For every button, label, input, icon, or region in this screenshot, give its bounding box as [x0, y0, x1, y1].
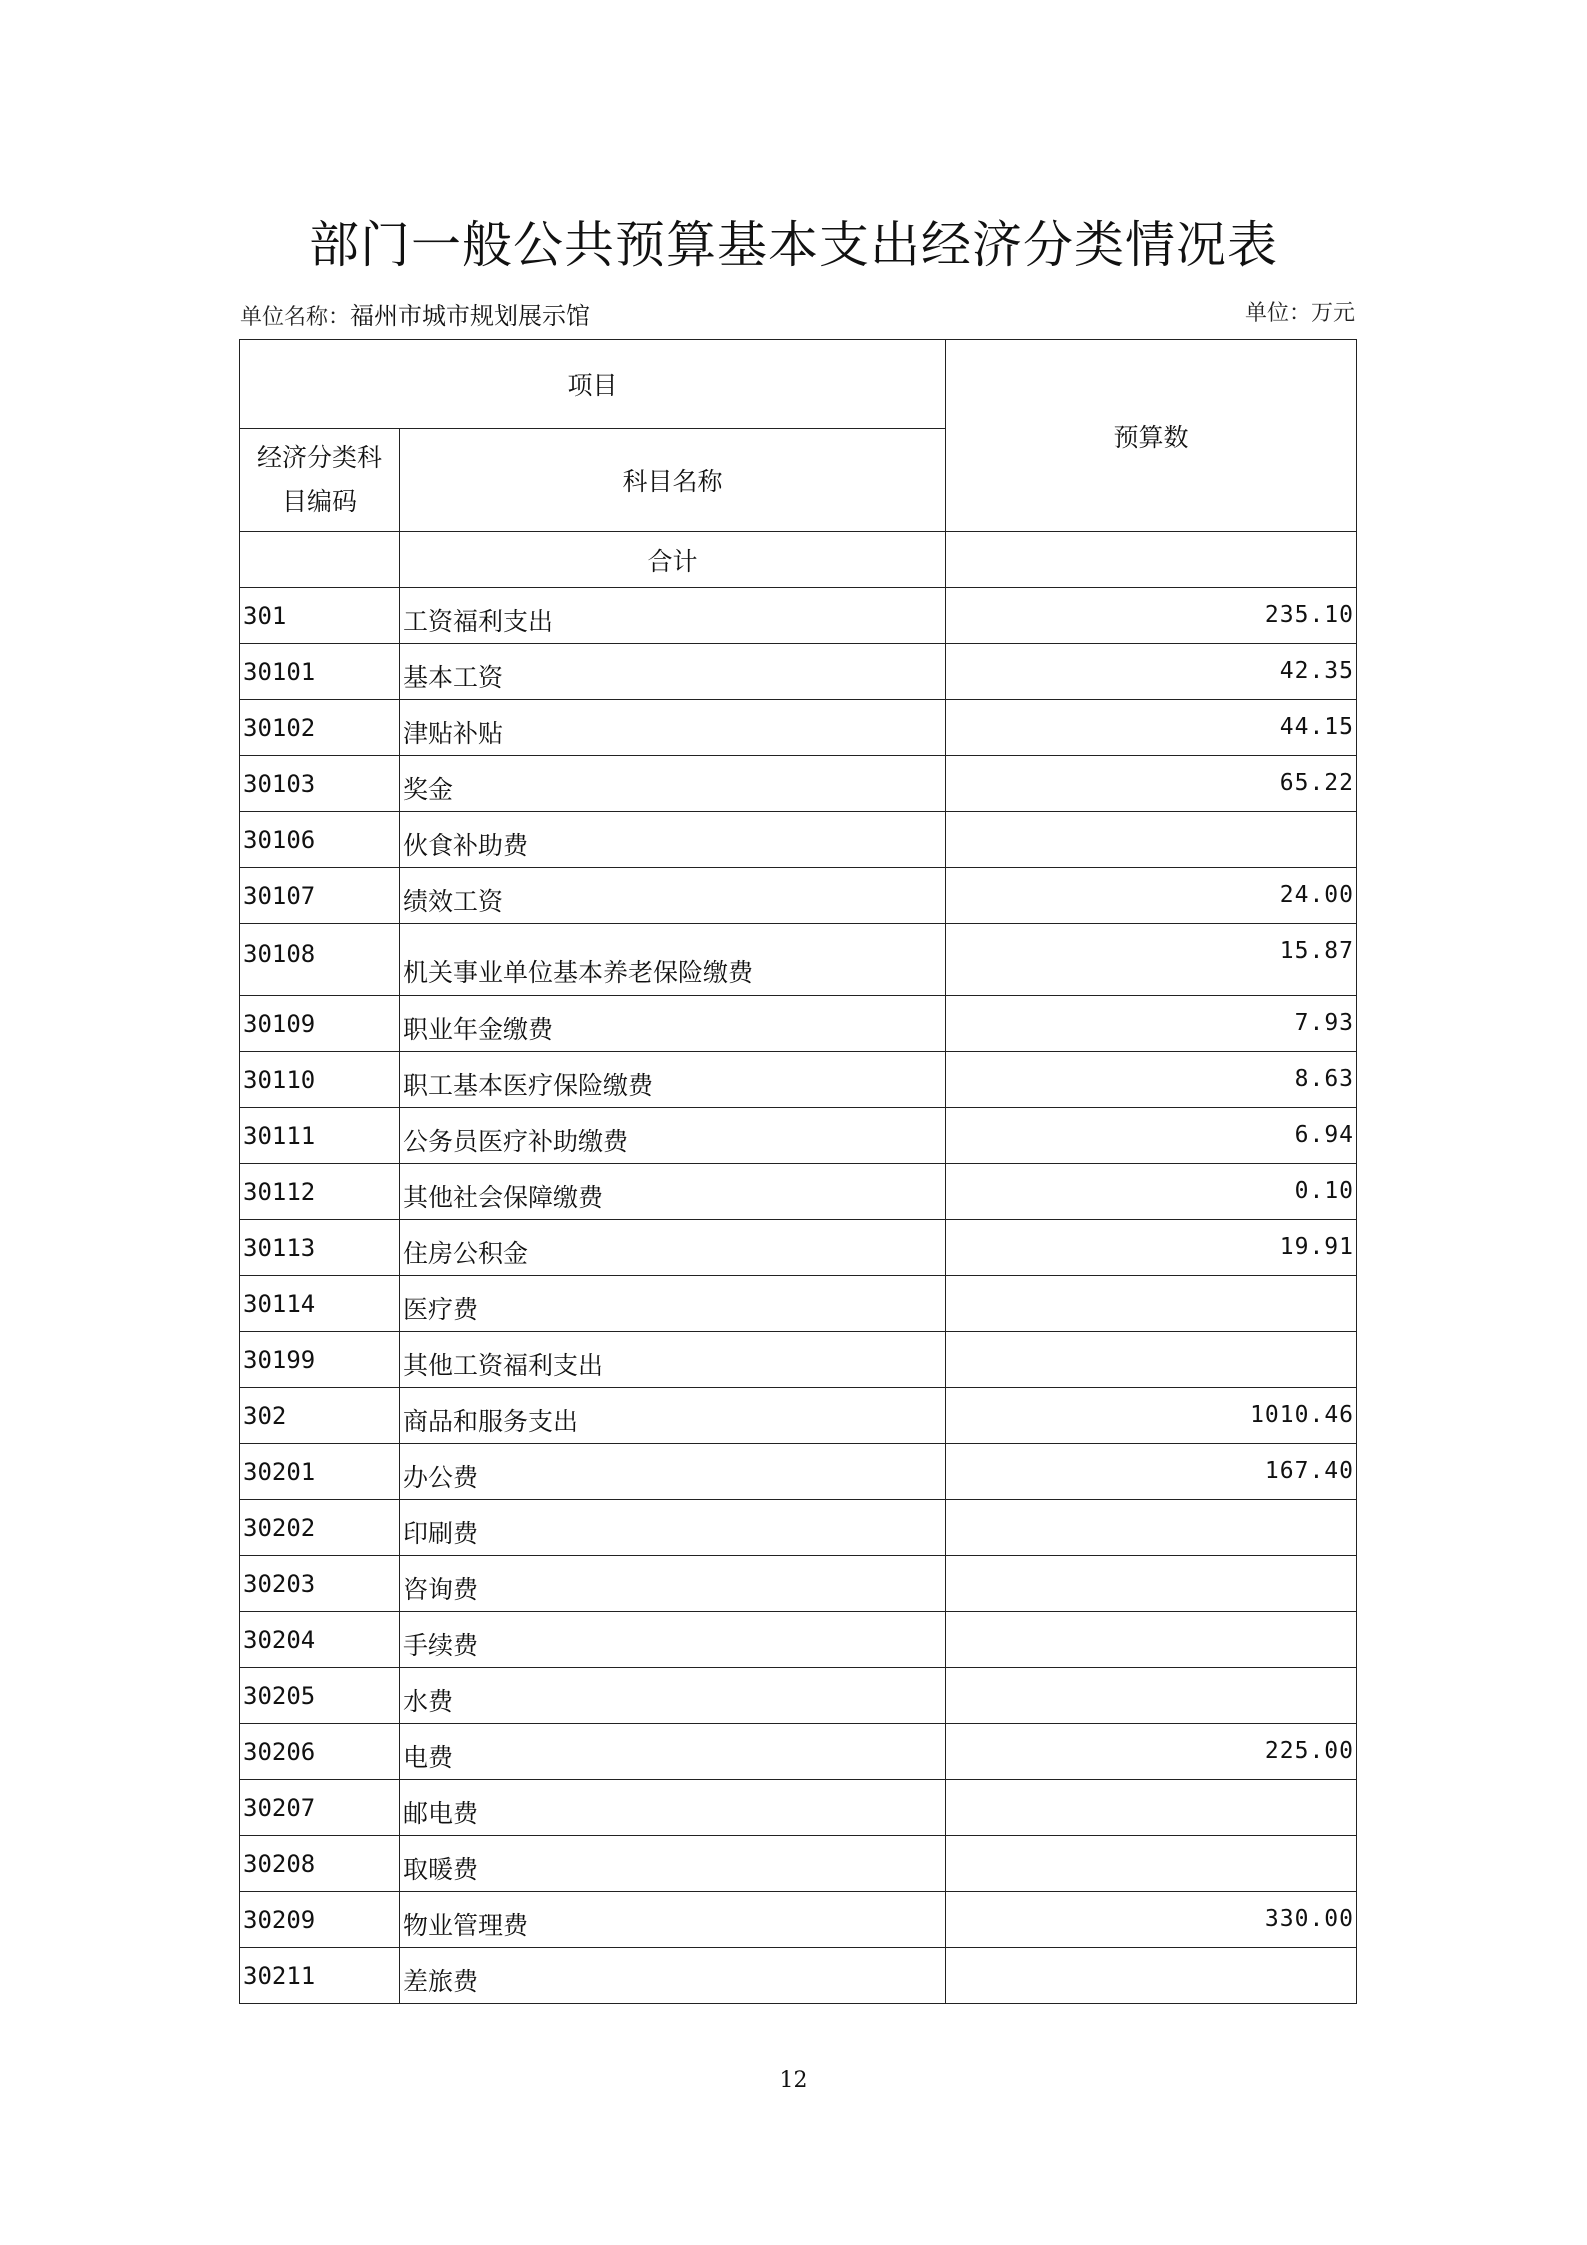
total-label: 合计 [400, 532, 946, 588]
row-code: 30205 [240, 1668, 400, 1724]
row-code: 30209 [240, 1892, 400, 1948]
table-row [240, 756, 1357, 812]
table-row [240, 1836, 1357, 1892]
table-row [240, 1052, 1357, 1108]
row-name: 物业管理费 [400, 1892, 946, 1948]
table-row [240, 812, 1357, 868]
row-name: 水费 [400, 1668, 946, 1724]
row-amount [946, 1948, 1357, 2004]
unit-name-label: 单位名称： [240, 305, 351, 330]
row-code: 30103 [240, 756, 400, 812]
row-code: 30201 [240, 1444, 400, 1500]
row-name: 电费 [400, 1724, 946, 1780]
row-name: 工资福利支出 [400, 588, 946, 644]
row-code: 30202 [240, 1500, 400, 1556]
row-amount: 42.35 [946, 644, 1357, 700]
row-code: 30112 [240, 1164, 400, 1220]
row-amount: 65.22 [946, 756, 1357, 812]
row-code: 30203 [240, 1556, 400, 1612]
row-name: 邮电费 [400, 1780, 946, 1836]
row-amount: 44.15 [946, 700, 1357, 756]
row-code: 30111 [240, 1108, 400, 1164]
total-amount-cell [946, 532, 1357, 588]
row-name: 其他社会保障缴费 [400, 1164, 946, 1220]
budget-table [239, 339, 1357, 2004]
row-name: 基本工资 [400, 644, 946, 700]
row-amount: 8.63 [946, 1052, 1357, 1108]
row-name: 公务员医疗补助缴费 [400, 1108, 946, 1164]
row-code: 30114 [240, 1276, 400, 1332]
header-code-line2: 目编码 [281, 487, 357, 516]
row-amount: 1010.46 [946, 1388, 1357, 1444]
row-name: 伙食补助费 [400, 812, 946, 868]
table-row [240, 700, 1357, 756]
row-amount: 7.93 [946, 996, 1357, 1052]
header-row-1 [240, 340, 1357, 429]
row-amount [946, 1276, 1357, 1332]
row-amount: 15.87 [946, 924, 1357, 996]
row-amount: 0.10 [946, 1164, 1357, 1220]
table-row [240, 1388, 1357, 1444]
table-row [240, 1220, 1357, 1276]
header-code [240, 429, 400, 532]
row-amount [946, 1780, 1357, 1836]
row-amount: 235.10 [946, 588, 1357, 644]
page-title: 部门一般公共预算基本支出经济分类情况表 [309, 216, 1278, 274]
row-code: 30113 [240, 1220, 400, 1276]
row-name: 差旅费 [400, 1948, 946, 2004]
table-row [240, 1164, 1357, 1220]
row-code: 30207 [240, 1780, 400, 1836]
table-row [240, 1108, 1357, 1164]
row-amount: 225.00 [946, 1724, 1357, 1780]
table-row [240, 996, 1357, 1052]
row-amount: 6.94 [946, 1108, 1357, 1164]
row-code: 30108 [240, 924, 400, 996]
row-name: 取暖费 [400, 1836, 946, 1892]
row-amount: 24.00 [946, 868, 1357, 924]
row-name: 奖金 [400, 756, 946, 812]
row-amount [946, 1668, 1357, 1724]
row-name: 绩效工资 [400, 868, 946, 924]
row-code: 30199 [240, 1332, 400, 1388]
row-name: 职业年金缴费 [400, 996, 946, 1052]
row-amount: 19.91 [946, 1220, 1357, 1276]
row-name: 其他工资福利支出 [400, 1332, 946, 1388]
row-code: 30208 [240, 1836, 400, 1892]
row-amount [946, 1500, 1357, 1556]
table-row [240, 1892, 1357, 1948]
table-row [240, 1668, 1357, 1724]
row-code: 30106 [240, 812, 400, 868]
unit-value: 万元 [1310, 301, 1355, 326]
row-code: 30101 [240, 644, 400, 700]
row-code: 30206 [240, 1724, 400, 1780]
unit-label: 单位： [1244, 301, 1311, 326]
header-budget: 预算数 [946, 340, 1357, 532]
table-row [240, 1780, 1357, 1836]
table-row [240, 644, 1357, 700]
row-code: 301 [240, 588, 400, 644]
table-row [240, 924, 1357, 996]
header-project: 项目 [240, 340, 946, 429]
total-row [240, 532, 1357, 588]
row-name: 职工基本医疗保险缴费 [400, 1052, 946, 1108]
row-name: 住房公积金 [400, 1220, 946, 1276]
table-row [240, 1612, 1357, 1668]
unit-line [1245, 296, 1355, 327]
unit-name-value: 福州市城市规划展示馆 [350, 302, 591, 330]
table-row [240, 1948, 1357, 2004]
row-name: 手续费 [400, 1612, 946, 1668]
table-row [240, 588, 1357, 644]
row-amount: 330.00 [946, 1892, 1357, 1948]
table-row [240, 1724, 1357, 1780]
table-row [240, 1556, 1357, 1612]
row-amount: 167.40 [946, 1444, 1357, 1500]
row-name: 商品和服务支出 [400, 1388, 946, 1444]
row-name: 津贴补贴 [400, 700, 946, 756]
unit-name-line [240, 296, 590, 331]
row-code: 30211 [240, 1948, 400, 2004]
page-number: 12 [779, 2068, 808, 2093]
row-code: 30110 [240, 1052, 400, 1108]
row-name: 印刷费 [400, 1500, 946, 1556]
table-row [240, 868, 1357, 924]
table-row [240, 1332, 1357, 1388]
header-subject-name: 科目名称 [400, 429, 946, 532]
row-amount [946, 1612, 1357, 1668]
row-code: 30109 [240, 996, 400, 1052]
row-amount [946, 1332, 1357, 1388]
row-code: 30204 [240, 1612, 400, 1668]
row-name: 办公费 [400, 1444, 946, 1500]
table-row [240, 1500, 1357, 1556]
row-code: 30102 [240, 700, 400, 756]
row-amount [946, 1836, 1357, 1892]
table-row [240, 1444, 1357, 1500]
row-name: 咨询费 [400, 1556, 946, 1612]
row-amount [946, 812, 1357, 868]
row-code: 30107 [240, 868, 400, 924]
table-row [240, 1276, 1357, 1332]
row-code: 302 [240, 1388, 400, 1444]
row-amount [946, 1556, 1357, 1612]
row-name: 医疗费 [400, 1276, 946, 1332]
total-code-cell [240, 532, 400, 588]
header-code-line1: 经济分类科 [256, 443, 382, 472]
row-name: 机关事业单位基本养老保险缴费 [400, 924, 946, 996]
